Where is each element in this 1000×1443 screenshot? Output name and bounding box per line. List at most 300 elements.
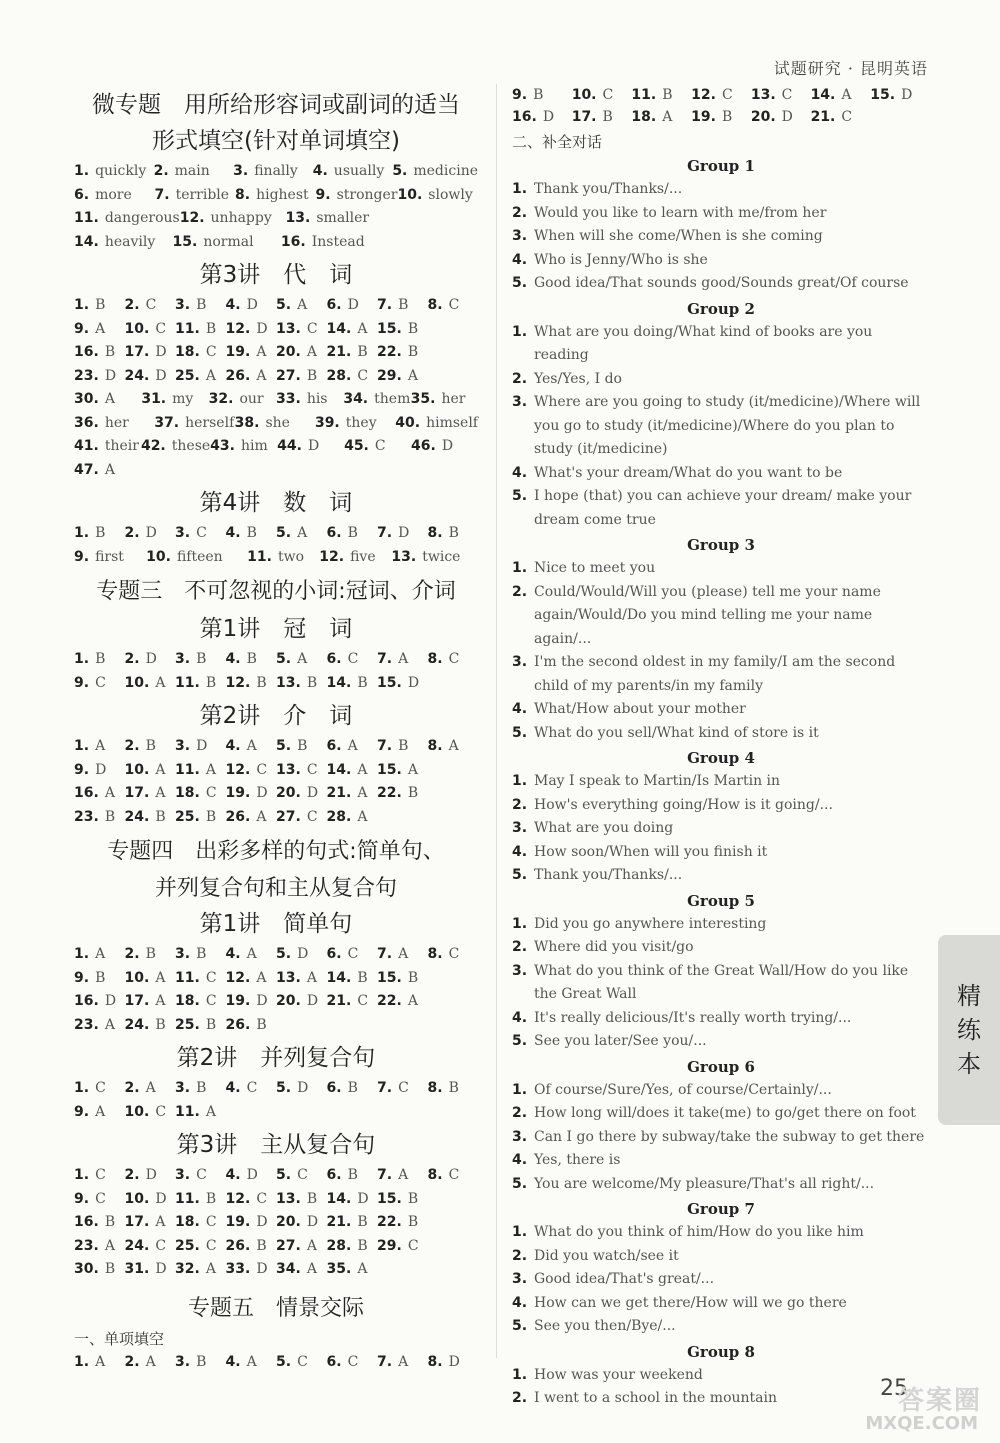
answer-cell <box>74 1211 125 1235</box>
answer-cell <box>276 648 327 672</box>
question-number: 2. <box>124 946 140 962</box>
answer-cell <box>74 435 141 459</box>
answer-text: A <box>306 969 317 986</box>
answer-cell <box>74 672 125 696</box>
answer-text: A <box>407 761 418 778</box>
dialog-answer <box>512 272 930 296</box>
answer-row <box>74 1258 478 1282</box>
question-number: 22. <box>377 344 402 360</box>
answer-cell <box>313 160 393 184</box>
question-number: 3. <box>512 654 528 670</box>
answer-text: B <box>256 674 267 691</box>
question-number: 4. <box>512 701 528 717</box>
answer-cell <box>173 231 281 255</box>
question-number: 10. <box>124 761 150 778</box>
dialog-answer <box>512 722 930 746</box>
answer-text: B <box>306 1190 318 1207</box>
question-number: 3. <box>175 1353 191 1370</box>
answer-text: A <box>104 1016 115 1033</box>
answer-cell <box>276 1164 327 1188</box>
question-number: 7. <box>377 738 393 754</box>
answer-cell <box>377 967 428 991</box>
group-title: Group 1 <box>687 157 755 175</box>
topic-3-lecture-2-answers <box>74 735 478 829</box>
answer-cell <box>154 160 234 184</box>
answer-text: C <box>155 1103 167 1120</box>
question-number: 43. <box>210 438 235 454</box>
answer-text: C <box>448 651 460 667</box>
dialog-answer <box>512 960 930 1007</box>
answer-text: smaller <box>316 210 370 226</box>
answer-text: heavily <box>104 233 156 250</box>
question-number: 6. <box>326 1353 342 1370</box>
answer-cell <box>226 318 277 342</box>
question-number: 25. <box>175 1237 200 1254</box>
question-number: 9. <box>74 969 90 986</box>
question-number: 3. <box>512 820 528 836</box>
question-number: 7. <box>377 651 393 667</box>
answer-cell <box>226 1258 277 1282</box>
answer-cell <box>175 967 226 991</box>
answer-cell <box>377 1188 428 1212</box>
answer-cell <box>74 231 173 255</box>
answer-text: her <box>104 414 129 431</box>
answer-text: B <box>145 946 156 962</box>
question-number: 20. <box>276 785 301 801</box>
question-number: 6. <box>74 186 90 203</box>
answer-text: B <box>347 1167 358 1183</box>
answer-text: C <box>256 761 268 778</box>
answer-cell <box>175 294 226 318</box>
answer-text: B <box>196 1080 207 1096</box>
question-number: 7. <box>377 946 393 962</box>
dialog-answer <box>512 1364 930 1388</box>
answer-cell <box>175 782 226 806</box>
answer-cell <box>175 648 226 672</box>
question-number: 19. <box>225 344 251 360</box>
question-number: 23. <box>74 1016 99 1033</box>
answer-cell <box>377 522 428 546</box>
question-number: 8. <box>427 297 443 313</box>
question-number: 1. <box>74 946 90 962</box>
question-number: 1. <box>74 738 90 754</box>
group-title: Group 8 <box>687 1342 755 1361</box>
left-column <box>74 84 478 1374</box>
question-number: 5. <box>512 1033 528 1049</box>
answer-cell <box>125 672 176 696</box>
question-number: 32. <box>175 1261 200 1277</box>
topic-4-lecture-1-answers <box>74 943 478 1037</box>
answer-text: A <box>155 785 166 801</box>
answer-cell <box>631 84 691 106</box>
question-number: 24. <box>124 1016 150 1033</box>
question-number: 27. <box>276 1237 301 1254</box>
answer-row <box>512 106 930 128</box>
question-number: 9. <box>74 548 90 565</box>
answer-cell <box>377 294 428 318</box>
dialog-answer <box>512 225 930 249</box>
question-number: 5. <box>512 488 528 504</box>
question-number: 12. <box>225 1190 251 1207</box>
question-number: 18. <box>631 109 657 125</box>
question-number: 4. <box>512 464 528 481</box>
question-number: 4. <box>512 1152 528 1168</box>
answer-text: A <box>155 1214 166 1230</box>
answer-text: B <box>256 1237 267 1254</box>
answer-text: A <box>104 391 115 407</box>
question-number: 21. <box>326 344 352 360</box>
answer-cell <box>74 806 125 830</box>
answer-cell <box>377 1211 428 1235</box>
answer-text: A <box>95 1353 106 1370</box>
answer-cell <box>327 990 378 1014</box>
answer-cell <box>74 1101 125 1125</box>
question-number: 19. <box>225 993 251 1009</box>
answer-row <box>74 943 478 967</box>
question-number: 21. <box>810 109 836 125</box>
dialog-answer <box>512 368 930 392</box>
question-number: 4. <box>225 525 241 541</box>
answer-row <box>74 318 478 342</box>
answer-text: How can we get there/How will we go there <box>534 1294 847 1311</box>
answer-cell <box>155 184 236 208</box>
answer-cell <box>428 735 479 759</box>
question-number: 27. <box>276 367 301 384</box>
answer-text: B <box>95 525 106 541</box>
answer-cell <box>175 365 226 389</box>
answer-text: A <box>145 1080 156 1096</box>
answer-text: C <box>306 761 318 778</box>
question-number: 19. <box>691 109 716 125</box>
answer-cell <box>411 388 478 412</box>
answer-text: A <box>104 1237 115 1254</box>
question-number: 10. <box>124 674 150 691</box>
question-number: 16. <box>280 233 306 250</box>
question-number: 34. <box>343 391 369 407</box>
answer-cell <box>377 1235 428 1259</box>
question-number: 2. <box>512 204 528 221</box>
answer-cell <box>411 435 478 459</box>
topic-4-title-line-1: 专题四 出彩多样的句式:简单句、 <box>107 839 445 864</box>
answer-cell <box>276 943 327 967</box>
answer-text: D <box>104 993 117 1009</box>
answer-text: B <box>155 1016 166 1033</box>
answer-text: Nice to meet you <box>534 560 656 576</box>
question-number: 8. <box>427 946 443 962</box>
answer-cell <box>125 1188 176 1212</box>
answer-text: A <box>246 738 257 754</box>
topic-3-lecture-1-answers <box>74 648 478 695</box>
question-number: 5. <box>276 1353 292 1370</box>
answer-text: B <box>196 651 207 667</box>
answer-text: D <box>441 438 454 454</box>
answer-cell <box>377 341 428 365</box>
answer-cell <box>811 84 871 106</box>
question-number: 10. <box>146 548 171 565</box>
dialog-answer <box>512 1007 930 1031</box>
answer-text: Could/Would/Will you (please) tell me your name again/Would/Do you mind telling me your name again/... <box>534 583 881 647</box>
answer-text: Instead <box>311 233 365 250</box>
question-number: 14. <box>326 320 352 337</box>
question-number: 5. <box>392 163 408 179</box>
answer-text: stronger <box>336 186 398 203</box>
side-tab-char: 本 <box>957 1050 981 1078</box>
answer-cell <box>175 1211 226 1235</box>
question-number: 17. <box>571 109 597 125</box>
answer-cell <box>327 1258 378 1282</box>
answer-cell <box>74 1351 125 1375</box>
question-number: 28. <box>326 1237 352 1254</box>
answer-cell <box>276 967 327 991</box>
group-title: Group 3 <box>687 536 755 554</box>
answer-cell <box>377 672 428 696</box>
question-number: 13. <box>276 674 301 691</box>
answer-cell <box>74 1014 125 1038</box>
answer-cell <box>276 1351 327 1375</box>
answer-text: my <box>172 391 194 407</box>
answer-cell <box>125 365 176 389</box>
question-number: 5. <box>276 651 292 667</box>
answer-row <box>74 522 478 546</box>
answer-text: B <box>407 1190 419 1207</box>
question-number: 18. <box>175 993 200 1009</box>
question-number: 4. <box>512 1294 528 1311</box>
question-number: 7. <box>377 1353 393 1370</box>
answer-text: I went to a school in the mountain <box>534 1390 777 1406</box>
side-tab-char: 练 <box>957 1016 981 1044</box>
dialog-answer <box>512 462 930 486</box>
answer-cell <box>74 1235 125 1259</box>
answer-text: What/How about your mother <box>534 701 746 717</box>
topic-5-title: 专题五 情景交际 <box>187 1295 364 1321</box>
answer-text: usually <box>333 163 385 179</box>
answer-text: C <box>145 297 157 313</box>
question-number: 2. <box>512 1247 528 1264</box>
answer-cell <box>572 106 632 128</box>
answer-row <box>74 341 478 365</box>
answer-cell <box>226 648 277 672</box>
answer-cell <box>327 672 378 696</box>
question-number: 5. <box>276 738 292 754</box>
question-number: 2. <box>124 1080 140 1096</box>
answer-cell <box>175 1188 226 1212</box>
answer-text: B <box>196 1353 207 1370</box>
answer-text: Thank you/Thanks/... <box>534 867 683 883</box>
answer-cell <box>276 735 327 759</box>
answer-cell <box>74 546 146 570</box>
answer-cell <box>125 943 176 967</box>
answer-text: B <box>398 738 409 754</box>
question-number: 6. <box>326 946 342 962</box>
answer-row <box>74 184 478 208</box>
answer-text: B <box>407 1214 419 1230</box>
answer-cell <box>428 294 479 318</box>
answer-text: C <box>721 87 733 103</box>
answer-text: C <box>347 1353 359 1370</box>
answer-text: her <box>441 391 466 407</box>
dialog-answer <box>512 1387 930 1411</box>
answer-text: Yes, there is <box>534 1152 621 1168</box>
answer-text: C <box>297 1353 308 1370</box>
question-number: 10. <box>124 1103 150 1120</box>
answer-text: himself <box>426 414 478 431</box>
answer-row <box>74 782 478 806</box>
answer-cell <box>276 1211 327 1235</box>
topic-4-title-line-2: 并列复合句和主从复合句 <box>154 876 397 901</box>
question-number: 14. <box>74 233 99 250</box>
question-number: 15. <box>377 320 402 337</box>
answer-cell <box>74 735 125 759</box>
question-number: 26. <box>225 1237 251 1254</box>
answer-text: A <box>398 651 409 667</box>
question-number: 25. <box>175 367 200 384</box>
answer-cell <box>125 1077 176 1101</box>
answer-text: B <box>533 87 544 103</box>
dialog-answer <box>512 321 930 368</box>
answer-cell <box>125 522 176 546</box>
answer-text: D <box>542 109 555 125</box>
answer-cell <box>327 782 378 806</box>
answer-cell <box>175 1258 226 1282</box>
answer-row <box>74 648 478 672</box>
answer-cell <box>125 967 176 991</box>
answer-cell <box>175 1235 226 1259</box>
answer-cell <box>327 735 378 759</box>
question-number: 15. <box>377 761 402 778</box>
answer-text: D <box>256 993 268 1009</box>
dialog-answer <box>512 794 930 818</box>
answer-cell <box>327 759 378 783</box>
question-number: 12. <box>691 87 716 103</box>
answer-text: C <box>357 993 369 1009</box>
question-number: 4. <box>225 946 241 962</box>
answer-text: first <box>95 548 124 565</box>
answer-text: B <box>407 344 419 360</box>
answer-cell <box>811 106 871 128</box>
question-number: 42. <box>140 438 166 454</box>
answer-text: C <box>205 344 217 360</box>
answer-text: A <box>155 761 166 778</box>
question-number: 13. <box>276 969 301 986</box>
answer-cell <box>327 318 378 342</box>
answer-cell <box>74 207 180 231</box>
question-number: 4. <box>225 1167 241 1183</box>
question-number: 17. <box>124 1214 150 1230</box>
dialog-answer <box>512 391 930 462</box>
answer-cell <box>74 522 125 546</box>
answer-text: A <box>306 1261 317 1277</box>
answer-cell <box>327 341 378 365</box>
answer-text: B <box>205 808 217 825</box>
answer-text: Would you like to learn with me/from her <box>534 204 827 221</box>
question-number: 11. <box>175 761 200 778</box>
answer-row <box>74 388 478 412</box>
answer-text: B <box>357 1237 368 1254</box>
answer-text: A <box>297 651 308 667</box>
dialog-answer <box>512 1292 930 1316</box>
question-number: 4. <box>512 1009 528 1026</box>
question-number: 6. <box>326 525 342 541</box>
answer-text: D <box>297 1080 309 1096</box>
answer-text: A <box>841 87 852 103</box>
answer-cell <box>691 84 751 106</box>
answer-text: I hope (that) you can achieve your dream/ make your dream come true <box>534 488 912 528</box>
answer-cell <box>175 943 226 967</box>
question-number: 9. <box>74 761 90 778</box>
answer-cell <box>74 365 125 389</box>
question-number: 16. <box>74 1214 99 1230</box>
question-number: 25. <box>175 808 200 825</box>
question-number: 18. <box>175 344 200 360</box>
answer-cell <box>175 1351 226 1375</box>
answer-cell <box>74 294 125 318</box>
answer-text: B <box>196 297 207 313</box>
answer-text: A <box>95 738 106 754</box>
answer-text: A <box>205 761 216 778</box>
answer-text: How long will/does it take(me) to go/get there on foot <box>534 1105 916 1121</box>
answer-text: C <box>398 1080 409 1096</box>
question-number: 10. <box>571 87 597 103</box>
answer-cell <box>276 365 327 389</box>
answer-text: What's your dream/What do you want to be <box>534 464 843 481</box>
question-number: 10. <box>124 1190 150 1207</box>
answer-cell <box>175 318 226 342</box>
answer-text: D <box>306 1214 319 1230</box>
dialog-completion-heading: 二、补全对话 <box>512 133 603 151</box>
answer-cell <box>175 990 226 1014</box>
answer-cell <box>276 388 343 412</box>
question-number: 2. <box>124 525 140 541</box>
dialog-answer <box>512 1149 930 1173</box>
answer-cell <box>125 806 176 830</box>
answer-text: B <box>357 1214 368 1230</box>
question-number: 16. <box>512 109 537 125</box>
answer-text: C <box>448 1167 460 1183</box>
answer-cell <box>74 1077 125 1101</box>
answer-text: A <box>256 344 267 360</box>
question-number: 19. <box>225 785 251 801</box>
question-number: 24. <box>124 367 150 384</box>
answer-text: D <box>95 761 107 778</box>
answer-cell <box>125 341 176 365</box>
answer-text: A <box>357 320 368 337</box>
dialog-answer <box>512 1173 930 1197</box>
question-number: 12. <box>225 674 251 691</box>
answer-text: Where did you visit/go <box>534 939 694 955</box>
answer-text: C <box>95 674 106 691</box>
question-number: 20. <box>276 993 301 1009</box>
answer-text: See you later/See you/... <box>534 1033 707 1049</box>
question-number: 1. <box>74 1353 90 1370</box>
answer-cell <box>74 943 125 967</box>
answer-text: C <box>347 946 359 962</box>
answer-text: B <box>145 738 156 754</box>
answer-text: D <box>781 109 793 125</box>
question-number: 5. <box>512 275 528 291</box>
question-number: 11. <box>175 674 200 691</box>
answer-cell <box>175 522 226 546</box>
answer-text: D <box>306 993 319 1009</box>
answer-cell <box>276 990 327 1014</box>
single-choice-heading: 一、单项填空 <box>74 1329 165 1348</box>
question-number: 6. <box>326 297 342 313</box>
answer-text: Who is Jenny/Who is she <box>534 251 708 268</box>
answer-cell <box>175 1014 226 1038</box>
answer-text: C <box>95 1080 106 1096</box>
answer-cell <box>125 1014 176 1038</box>
answer-cell <box>276 522 327 546</box>
answer-cell <box>125 990 176 1014</box>
